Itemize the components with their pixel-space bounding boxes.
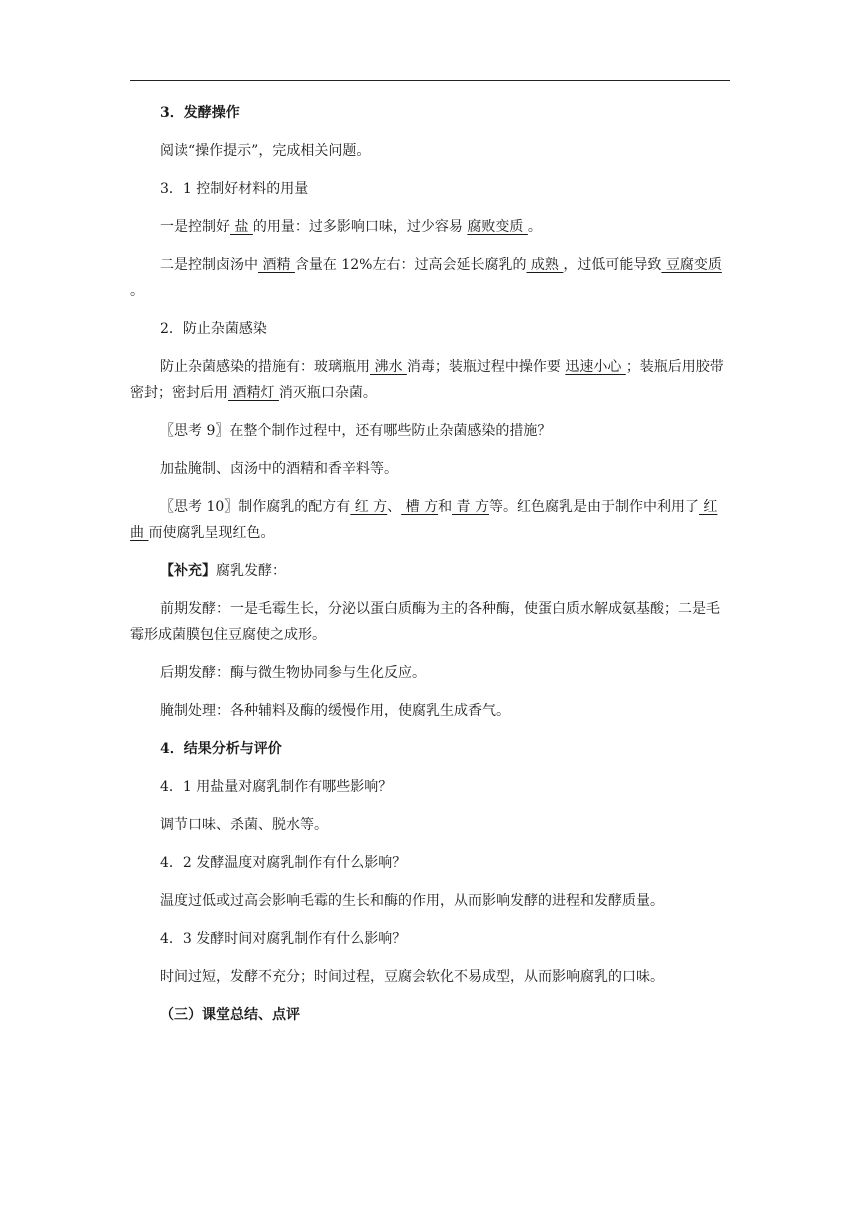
answer-alcohol: 酒精: [258, 257, 295, 273]
answer-spoil: 腐败变质: [467, 219, 528, 235]
a-4-1: 调节口味、杀菌、脱水等。: [160, 817, 328, 833]
text-run: 的用量：过多影响口味，过少容易: [252, 219, 468, 235]
answer-zao: 槽 方: [401, 499, 439, 515]
salt-paragraph: [130, 214, 730, 240]
think-9-answer: 加盐腌制、卤汤中的酒精和香辛料等。: [160, 461, 398, 477]
summary-heading: （三）课堂总结、点评: [160, 1007, 300, 1023]
text-run: ；装瓶后用胶带密封；密封后用: [130, 359, 724, 401]
text-run: 等。红色腐乳是由于制作中利用了: [488, 499, 699, 515]
text-run: 而使腐乳呈现红色。: [148, 525, 275, 541]
text-run: 、: [387, 499, 402, 515]
text-run: 和: [438, 499, 453, 515]
q-4-1: 4．1 用盐量对腐乳制作有哪些影响？: [160, 779, 393, 795]
text-run: 防止杂菌感染的措施有：玻璃瓶用: [160, 359, 370, 375]
early-fermentation: 前期发酵：一是毛霉生长，分泌以蛋白质酶为主的各种酶，使蛋白质水解成氨基酸；二是毛霉形成菌膜包住豆腐使之成形。: [130, 601, 720, 643]
section-3-heading: 3．发酵操作: [160, 105, 240, 121]
section-2-heading: 2．防止杂菌感染: [160, 321, 267, 337]
think-9-question: 〖思考 9〗在整个制作过程中，还有哪些防止杂菌感染的措施？: [160, 423, 552, 439]
answer-green: 青 方: [452, 499, 489, 515]
prevent-paragraph: [130, 354, 730, 406]
answer-boiling-water: 沸水: [370, 359, 407, 375]
answer-alcohol-lamp: 酒精灯: [228, 385, 279, 401]
a-4-3: 时间过短，发酵不充分；时间过程，豆腐会软化不易成型，从而影响腐乳的口味。: [160, 969, 664, 985]
text-run: 腐乳发酵：: [216, 563, 286, 579]
answer-tofu-spoil: 豆腐变质: [661, 257, 722, 273]
text-run: 。: [130, 283, 144, 299]
answer-red: 红 方: [350, 499, 388, 515]
answer-quick-careful: 迅速小心: [565, 359, 626, 375]
q-4-2: 4．2 发酵温度对腐乳制作有什么影响？: [160, 855, 407, 871]
a-4-2: 温度过低或过高会影响毛霉的生长和酶的作用，从而影响发酵的进程和发酵质量。: [160, 893, 664, 909]
q-4-3: 4．3 发酵时间对腐乳制作有什么影响？: [160, 931, 407, 947]
text-run: 含量在 12%左右：过高会延长腐乳的: [294, 257, 527, 273]
section-3-1-heading: 3．1 控制好材料的用量: [160, 181, 309, 197]
text-run: 。: [527, 219, 542, 235]
header-rule: [130, 80, 730, 81]
alcohol-paragraph: [130, 252, 730, 304]
text-run: 〖思考 10〗制作腐乳的配方有: [160, 499, 351, 515]
answer-mature: 成熟: [526, 257, 564, 273]
pickling: 腌制处理：各种辅料及酶的缓慢作用，使腐乳生成香气。: [160, 703, 510, 719]
document-body: [130, 100, 730, 1040]
answer-red-yeast: 红曲: [130, 499, 718, 541]
late-fermentation: 后期发酵：酶与微生物协同参与生化反应。: [160, 665, 426, 681]
read-instruction: 阅读“操作提示”，完成相关问题。: [160, 143, 371, 159]
supplement-heading: [130, 558, 730, 584]
text-run: 二是控制卤汤中: [160, 257, 258, 273]
text-run: ，过低可能导致: [563, 257, 662, 273]
text-run: 消毒；装瓶过程中操作要: [406, 359, 566, 375]
text-run: 一是控制好: [160, 219, 230, 235]
supplement-label: 【补充】: [160, 563, 216, 579]
text-run: 消灭瓶口杂菌。: [278, 385, 377, 401]
think-10-paragraph: [130, 494, 730, 546]
answer-salt: 盐: [230, 219, 253, 235]
section-4-heading: 4．结果分析与评价: [160, 741, 282, 757]
